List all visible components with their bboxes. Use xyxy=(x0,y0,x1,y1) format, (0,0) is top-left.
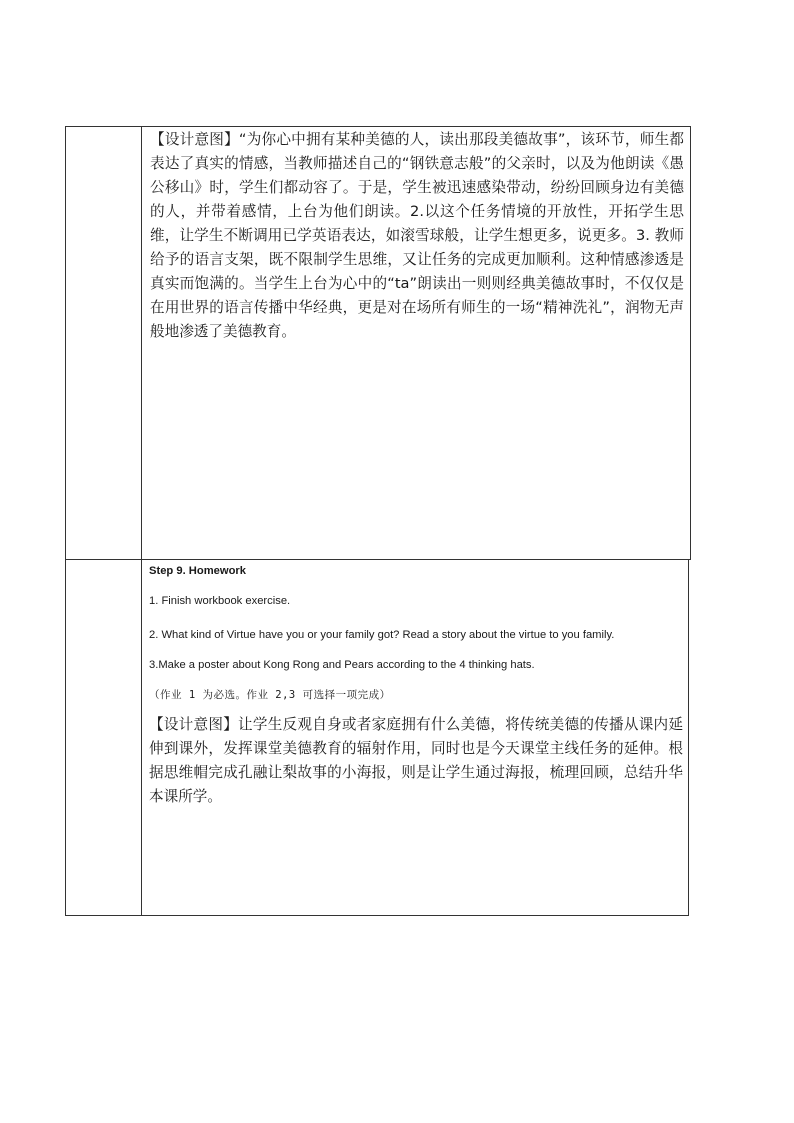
design-intent-paragraph-1: 【设计意图】“为你心中拥有某种美德的人，读出那段美德故事”，该环节，师生都表达了真实的情感，当教师描述自己的“钢铁意志般”的父亲时，以及为他朗读《愚公移山》时，学生们都动容了。于是，学生被迅速感染带动，纷纷回顾身边有美德的人，并带着感情，上台为他们朗读。2.以这个任务情境的开放性，开拓学生思维，让学生不断调用已学英语表达，如滚雪球般，让学生想更多，说更多。3. 教师给予的语言支架，既不限制学生思维，又让任务的完成更加顺利。这种情感渗透是真实而饱满的。当学生上台为心中的“ta”朗读出一则则经典美德故事时，不仅仅是在用世界的语言传播中华经典，更是对在场所有师生的一场“精神洗礼”，润物无声般地渗透了美德教育。 xyxy=(150,131,684,340)
row1-content-cell xyxy=(150,128,684,344)
table-top-border xyxy=(65,126,691,127)
table-left-border xyxy=(65,126,66,916)
homework-note: （作业 1 为必选。作业 2,3 可选择一项完成） xyxy=(149,689,391,701)
row2-content-cell xyxy=(149,563,683,809)
homework-item-1: 1. Finish workbook exercise. xyxy=(149,595,291,607)
row-divider xyxy=(65,559,691,560)
table-bottom-border xyxy=(65,915,689,916)
homework-item-2: 2. What kind of Virtue have you or your family got? Read a story about the virtue to you family. xyxy=(149,629,615,641)
homework-item-3: 3.Make a poster about Kong Rong and Pears according to the 4 thinking hats. xyxy=(149,659,535,671)
row1-right-border xyxy=(690,126,691,560)
table-column-divider xyxy=(141,126,142,916)
step-title: Step 9. Homework xyxy=(149,565,246,577)
design-intent-paragraph-2: 【设计意图】让学生反观自身或者家庭拥有什么美德，将传统美德的传播从课内延伸到课外，发挥课堂美德教育的辐射作用，同时也是今天课堂主线任务的延伸。根据思维帽完成孔融让梨故事的小海报，则是让学生通过海报，梳理回顾，总结升华本课所学。 xyxy=(149,716,683,805)
row2-right-border xyxy=(688,559,689,916)
